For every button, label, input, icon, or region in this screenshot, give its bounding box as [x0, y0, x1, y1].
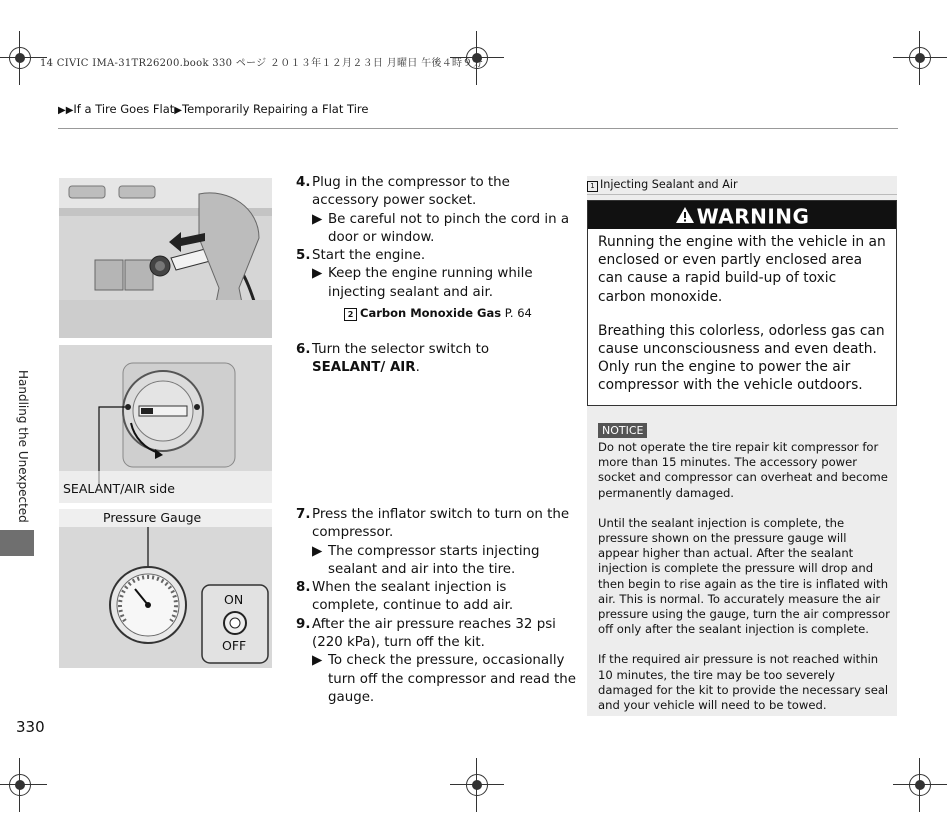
warning-triangle-svg — [675, 206, 695, 224]
note-arrow-icon: ▶ — [312, 266, 323, 282]
xref-page: P. 64 — [504, 306, 532, 321]
step-number: 9. — [296, 616, 311, 632]
notice-paragraph-3: If the required air pressure is not reached within 10 minutes, the tire may be too severely damaged for the kit to provide the necessary seal and your vehicle will need to be towed. — [598, 652, 889, 713]
sealant-air-side-label: SEALANT/AIR side — [63, 481, 175, 496]
xref-arrow-icon: 2 — [344, 308, 357, 321]
step-6 — [296, 341, 558, 378]
breadcrumb-current: Temporarily Repairing a Flat Tire — [182, 102, 369, 116]
figure-pressure-gauge — [59, 509, 272, 668]
step-number: 7. — [296, 507, 311, 522]
notice-paragraph-1: Do not operate the tire repair kit compressor for more than 15 minutes. The accessory power socket and compressor can overheat and become permanently damaged. — [598, 440, 888, 500]
steps-block-1 — [296, 174, 576, 322]
note-arrow-icon: ▶ — [312, 653, 323, 669]
side-tab-label: Handling the Unexpected — [16, 370, 30, 523]
note-text: Keep the engine running while injecting sealant and air. — [328, 266, 533, 300]
ref-marker-icon: 1 — [587, 181, 598, 192]
step-number: 8. — [296, 580, 311, 596]
header-rule — [58, 128, 898, 129]
on-label: ON — [224, 592, 244, 607]
registration-mark-top-left — [5, 43, 35, 73]
step-7-note — [296, 543, 576, 580]
step-text-bold: SEALANT/ AIR — [312, 360, 416, 376]
warning-title — [588, 201, 896, 229]
file-header: 14 CIVIC IMA-31TR26200.book 330 ページ ２０１３年１２月２３日 月曜日 午後４時９分 — [40, 58, 483, 69]
step-5 — [296, 247, 576, 265]
warning-body — [588, 229, 896, 395]
notice-tag: NOTICE — [598, 423, 647, 438]
xref-title: Carbon Monoxide Gas — [360, 306, 502, 321]
warning-title-text: WARNING — [696, 204, 810, 229]
registration-mark-bottom-left — [5, 770, 35, 800]
warning-paragraph-1: Running the engine with the vehicle in an enclosed or even partly enclosed area can cause a rapid build-up of toxic carbon monoxide. — [598, 234, 886, 305]
registration-mark-top-right — [905, 43, 935, 73]
warning-paragraph-2: Breathing this colorless, odorless gas can cause unconsciousness and even death. Only run the engine to power the air compressor with the vehicle outdoors. — [598, 322, 885, 394]
step-9 — [296, 616, 576, 653]
note-arrow-icon: ▶ — [312, 211, 323, 227]
steps-block-2 — [296, 341, 558, 378]
note-text: The compressor starts injecting sealant and air into the tire. — [328, 543, 540, 577]
page-number: 330 — [16, 718, 45, 736]
step-text: Start the engine. — [312, 248, 426, 264]
step-4-note — [296, 211, 576, 248]
step-text-end: . — [415, 360, 420, 376]
step-number: 5. — [296, 248, 311, 264]
step-number: 4. — [296, 175, 311, 190]
breadcrumb-prefix: ▶▶ — [58, 105, 74, 116]
ref-title: Injecting Sealant and Air — [600, 178, 738, 191]
registration-mark-bottom-center — [462, 770, 492, 800]
step-7 — [296, 506, 576, 543]
breadcrumb-separator: ▶ — [174, 105, 182, 116]
note-arrow-icon: ▶ — [312, 543, 323, 559]
steps-block-3 — [296, 506, 576, 707]
step-text: When the sealant injection is complete, continue to add air. — [312, 580, 514, 614]
injecting-sealant-ref-header — [587, 178, 897, 195]
off-label: OFF — [222, 638, 247, 653]
figure-compressor-plug — [59, 178, 272, 338]
warning-triangle-icon — [675, 203, 695, 231]
step-5-note — [296, 265, 576, 302]
compressor-plug-illustration — [59, 178, 272, 338]
carbon-monoxide-xref-link[interactable] — [296, 304, 576, 322]
warning-box — [587, 200, 897, 406]
selector-switch-illustration — [59, 345, 272, 503]
note-text: To check the pressure, occasionally turn off the compressor and read the gauge. — [328, 653, 576, 705]
breadcrumb — [58, 102, 368, 116]
side-tab-marker — [0, 530, 34, 556]
step-text: Plug in the compressor to the accessory power socket. — [312, 175, 510, 209]
step-text: After the air pressure reaches 32 psi (220 kPa), turn off the kit. — [312, 616, 556, 651]
step-text: Press the inflator switch to turn on the compressor. — [312, 507, 570, 541]
note-text: Be careful not to pinch the cord in a door or window. — [328, 211, 570, 245]
step-8 — [296, 579, 576, 616]
notice-paragraph-2: Until the sealant injection is complete, the pressure shown on the pressure gauge will appear higher than actual. After the sealant injection is complete the pressure will drop and then begin to rise again as the tire is inflated with air. This is normal. To accurately measure the air pressure using the gauge, turn the air compressor off only after the sealant injection is complete. — [598, 515, 890, 637]
step-number: 6. — [296, 342, 311, 357]
pressure-gauge-label: Pressure Gauge — [103, 510, 202, 525]
registration-mark-bottom-right — [905, 770, 935, 800]
step-text: Turn the selector switch to — [312, 342, 490, 357]
breadcrumb-parent[interactable]: If a Tire Goes Flat — [73, 102, 175, 116]
notice-text — [598, 440, 890, 728]
figure-selector-switch — [59, 345, 272, 503]
step-9-note — [296, 652, 576, 707]
step-4 — [296, 174, 576, 211]
